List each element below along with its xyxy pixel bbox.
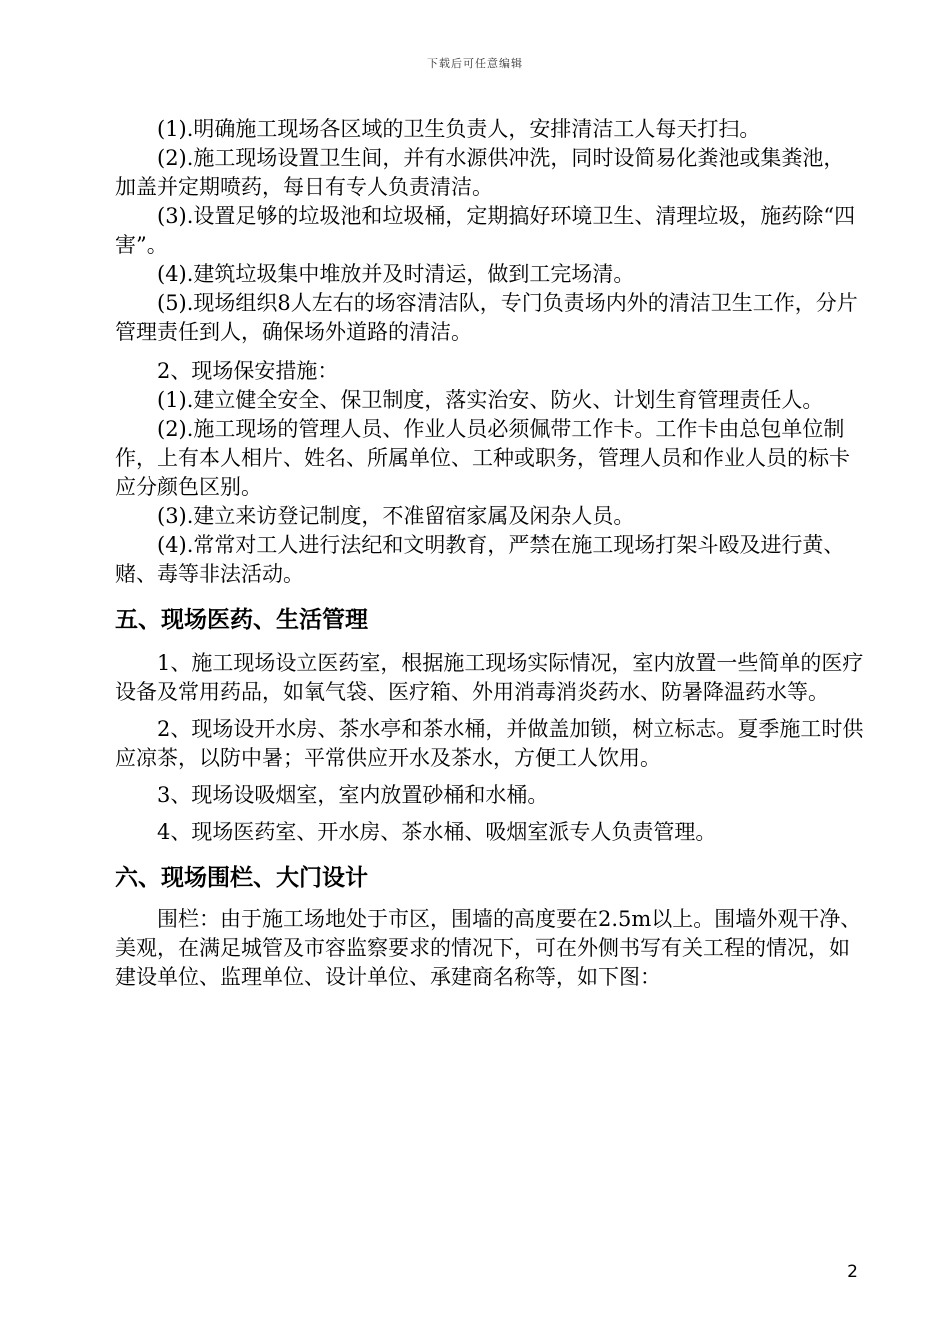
security-title: 2、现场保安措施： [157, 359, 339, 383]
medical-item-4: 4、现场医药室、开水房、茶水桶、吸烟室派专人负责管理。 [157, 820, 717, 844]
hygiene-item-5: (5).现场组织8人左右的场容清洁队，专门负责场内外的清洁卫生工作，分片管理责任到人，确保场外道路的清洁。 [115, 291, 858, 344]
page-number: 2 [847, 1262, 858, 1282]
hygiene-item-1: (1).明确施工现场各区域的卫生负责人，安排清洁工人每天打扫。 [157, 117, 761, 141]
document-body [115, 115, 865, 992]
section-heading-medical: 五、现场医药、生活管理 [115, 607, 368, 633]
fence-paragraph: 围栏：由于施工场地处于市区，围墙的高度要在2.5m以上。围墙外观干净、美观，在满足城管及市容监察要求的情况下，可在外侧书写有关工程的情况，如建设单位、监理单位、设计单位、承建商名称等，如下图： [115, 907, 862, 989]
hygiene-item-4: (4).建筑垃圾集中堆放并及时清运，做到工完场清。 [157, 262, 635, 286]
security-item-4: (4).常常对工人进行法纪和文明教育，严禁在施工现场打架斗殴及进行黄、赌、毒等非法活动。 [115, 533, 845, 586]
hygiene-item-2: (2).施工现场设置卫生间，并有水源供冲洗，同时设简易化粪池或集粪池，加盖并定期喷药，每日有专人负责清洁。 [115, 146, 845, 199]
medical-item-1: 1、施工现场设立医药室，根据施工现场实际情况，室内放置一些简单的医疗设备及常用药品，如氧气袋、医疗箱、外用消毒消炎药水、防暑降温药水等。 [115, 651, 864, 704]
security-item-2: (2).施工现场的管理人员、作业人员必须佩带工作卡。工作卡由总包单位制作，上有本人相片、姓名、所属单位、工种或职务，管理人员和作业人员的标卡应分颜色区别。 [115, 417, 850, 499]
hygiene-item-3: (3).设置足够的垃圾池和垃圾桶，定期搞好环境卫生、清理垃圾，施药除“四害”。 [115, 204, 856, 257]
section-heading-fence: 六、现场围栏、大门设计 [115, 865, 368, 891]
medical-item-3: 3、现场设吸烟室，室内放置砂桶和水桶。 [157, 783, 549, 807]
medical-item-2: 2、现场设开水房、茶水亭和茶水桶，并做盖加锁，树立标志。夏季施工时供应凉茶，以防中暑；平常供应开水及茶水，方便工人饮用。 [115, 717, 864, 770]
security-item-1: (1).建立健全安全、保卫制度，落实治安、防火、计划生育管理责任人。 [157, 388, 824, 412]
page-header: 下载后可任意编辑 [427, 57, 523, 70]
security-item-3: (3).建立来访登记制度，不准留宿家属及闲杂人员。 [157, 504, 635, 528]
